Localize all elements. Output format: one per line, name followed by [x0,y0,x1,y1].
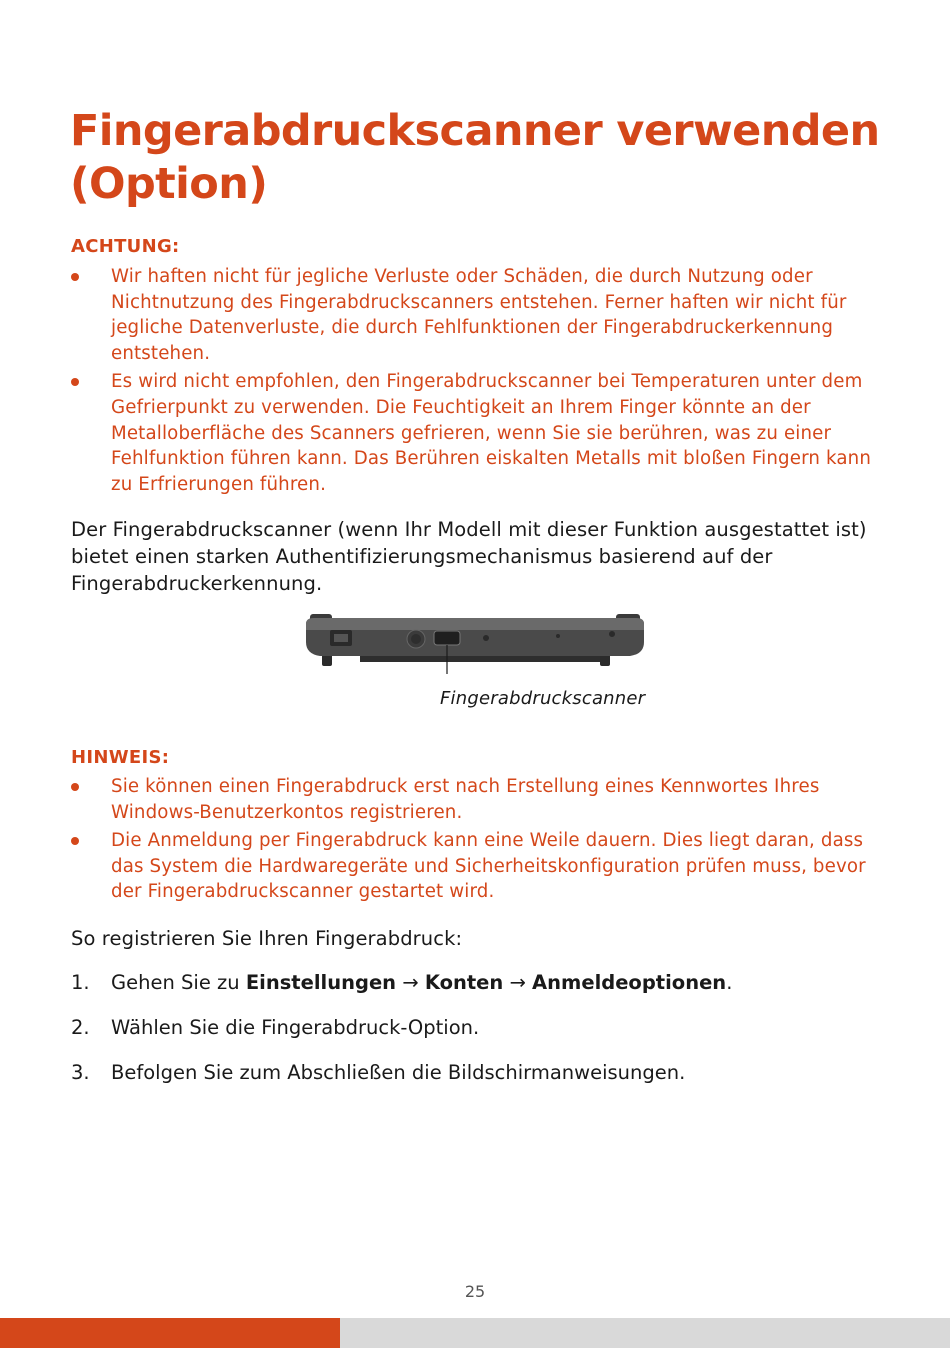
accounts-path-label: Konten [424,971,504,994]
steps-intro: So registrieren Sie Ihren Fingerabdruck: [71,927,463,950]
caution-item-text: Wir haften nicht für jegliche Verluste oder Schäden, die durch Nutzung oder Nichtnutzung des Fingerabdruckscanners entstehen. Ferner haften wir nicht für jegliche Datenverluste, die durch Fehlfunktionen der Fingerabdruckerkennung entstehen. [111,266,847,364]
figure-caption: Fingerabdruckscanner [440,688,646,709]
bullet-icon [71,273,79,281]
step-item [71,1014,881,1059]
note-item-text: Die Anmeldung per Fingerabdruck kann eine Weile dauern. Dies liegt daran, dass das System die Hardwaregeräte und Sicherheitskonfiguration prüfen muss, bevor der Fingerabdruckscanner gestartet wird. [111,830,866,903]
note-item-text: Sie können einen Fingerabdruck erst nach Erstellung eines Kennwortes Ihres Windows-Benutzerkontos registrieren. [111,776,820,823]
arrow-right-icon: → [509,971,526,994]
step-item [71,969,881,1014]
footer-gray-bar [340,1318,950,1348]
list-item [71,828,886,905]
step-number: 3. [71,1061,90,1084]
arrow-right-icon: → [402,971,419,994]
list-item [71,264,886,366]
signin-options-path-label: Anmeldeoptionen [532,971,727,994]
list-item [71,774,886,825]
note-list [71,774,886,908]
intro-paragraph: Der Fingerabdruckscanner (wenn Ihr Modell mit dieser Funktion ausgestattet ist) bietet einen starken Authentifizierungsmechanismus basierend auf der Fingerabdruckerkennung. [71,518,867,595]
step-text-suffix: . [726,971,733,994]
step-number: 2. [71,1016,90,1039]
footer-accent-bar [0,1318,340,1348]
device-image [300,612,650,674]
step-item [71,1059,881,1104]
caution-list [71,264,886,500]
step-text: Befolgen Sie zum Abschließen die Bildschirmanweisungen. [111,1061,686,1084]
caution-item-text: Es wird nicht empfohlen, den Fingerabdruckscanner bei Temperaturen unter dem Gefrierpunkt zu verwenden. Die Feuchtigkeit an Ihrem Finger könnte an der Metalloberfläche des Scanners gefrieren, wenn Sie sie berühren, was zu einer Fehlfunktion führen kann. Das Berühren eiskalten Metalls mit bloßen Fingern kann zu Erfrierungen führen. [111,371,872,495]
caution-label: ACHTUNG: [71,236,180,257]
page-number: 25 [464,1282,486,1301]
step-text-prefix: Gehen Sie zu [111,971,246,994]
bullet-icon [71,378,79,386]
steps-list [71,969,881,1104]
bullet-icon [71,783,79,791]
settings-path-label: Einstellungen [245,971,397,994]
page-title: Fingerabdruckscanner verwenden (Option) [70,106,880,209]
bullet-icon [71,837,79,845]
list-item [71,369,886,497]
step-number: 1. [71,971,90,994]
step-text: Wählen Sie die Fingerabdruck-Option. [111,1016,480,1039]
note-label: HINWEIS: [71,747,170,768]
